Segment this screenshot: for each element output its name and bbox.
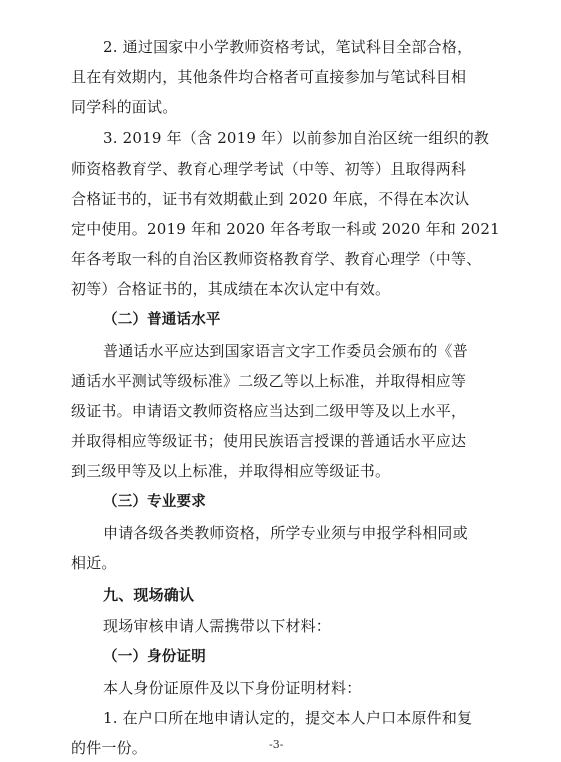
paragraph-line: 的件一份。	[71, 739, 148, 757]
paragraph-line: 通话水平测试等级标准》二级乙等以上标准，并取得相应等	[71, 372, 467, 390]
page-number: -3-	[269, 738, 284, 751]
paragraph-line: 初等）合格证书的，其成绩在本次认定中有效。	[71, 280, 391, 298]
paragraph-line: 到三级甲等及以上标准，并取得相应等级证书。	[71, 462, 391, 480]
paragraph-line: 申请各级各类教师资格，所学专业须与申报学科相同或	[103, 524, 468, 542]
paragraph-line: 定中使用。2019 年和 2020 年各考取一科或 2020 年和 2021	[71, 220, 500, 238]
paragraph-line: 并取得相应等级证书；使用民族语言授课的普通话水平应达	[71, 432, 467, 450]
chapter-heading: 九、现场确认	[103, 586, 195, 604]
paragraph-line: 合格证书的，证书有效期截止到 2020 年底，不得在本次认	[71, 190, 470, 208]
paragraph-line: 2. 通过国家中小学教师资格考试，笔试科目全部合格，	[103, 38, 473, 56]
paragraph-line: 级证书。申请语文教师资格应当达到二级甲等及以上水平，	[71, 402, 467, 420]
paragraph-line: 本人身份证原件及以下身份证明材料：	[103, 679, 362, 697]
section-heading: （一）身份证明	[103, 649, 206, 665]
paragraph-line: 同学科的面试。	[71, 98, 178, 116]
section-heading: （三）专业要求	[103, 494, 206, 510]
paragraph-line: 相近。	[71, 554, 117, 572]
paragraph-line: 普通话水平应达到国家语言文字工作委员会颁布的《普	[103, 342, 468, 360]
section-heading: （二）普通话水平	[103, 312, 221, 328]
paragraph-line: 1. 在户口所在地申请认定的，提交本人户口本原件和复	[103, 709, 473, 727]
paragraph-line: 年各考取一科的自治区教师资格教育学、教育心理学（中等、	[71, 250, 482, 268]
paragraph-line: 师资格教育学、教育心理学考试（中等、初等）且取得两科	[71, 160, 467, 178]
paragraph-line: 现场审核申请人需携带以下材料：	[103, 617, 332, 635]
paragraph-line: 3. 2019 年（含 2019 年）以前参加自治区统一组织的教	[103, 129, 490, 147]
paragraph-line: 且在有效期内，其他条件均合格者可直接参加与笔试科目相	[71, 68, 467, 86]
